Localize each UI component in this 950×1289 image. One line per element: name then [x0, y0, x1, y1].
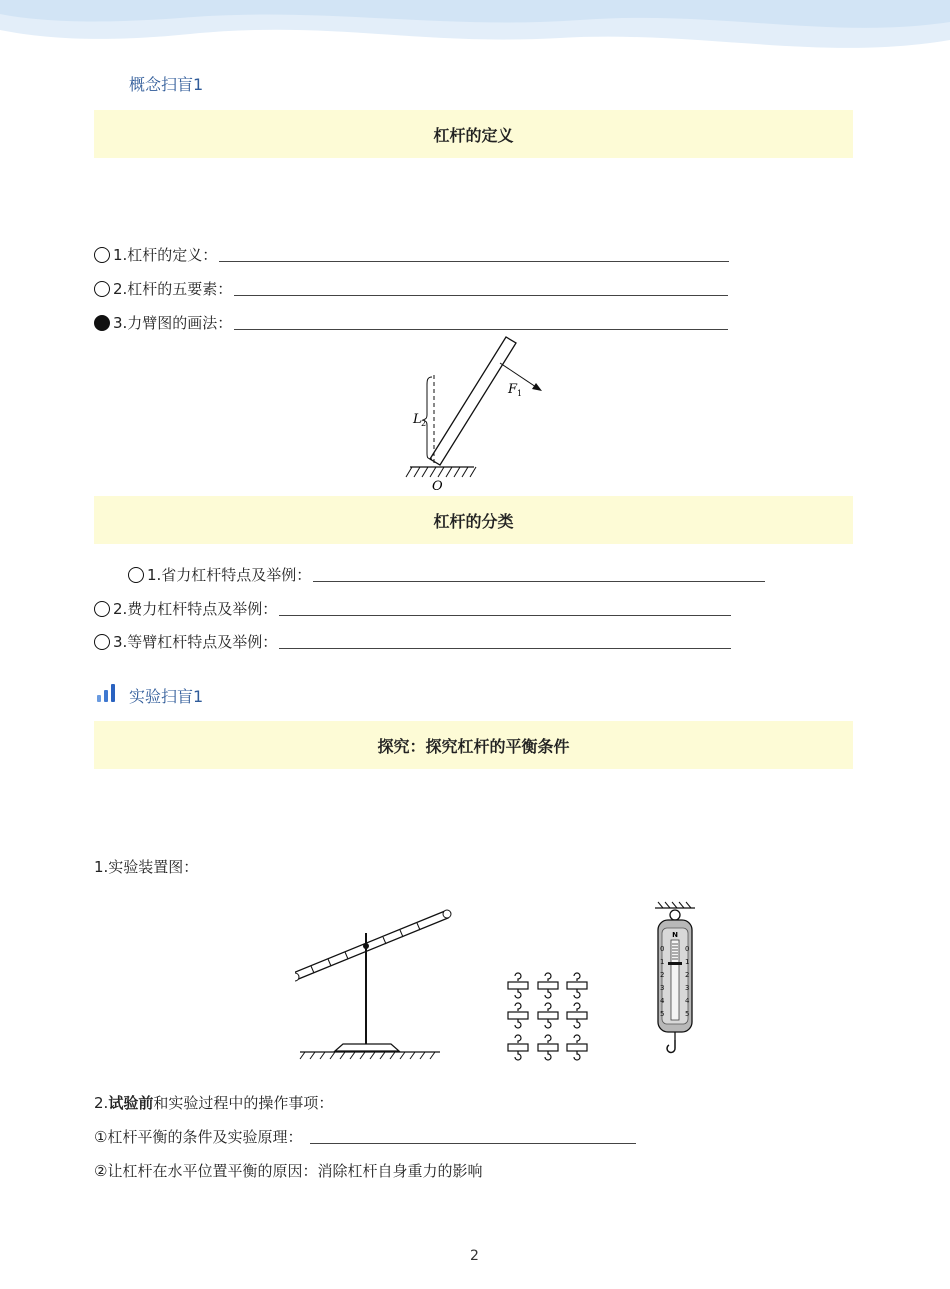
scale-mark-left-3: 3: [660, 984, 665, 992]
force-arrow-line: [500, 363, 536, 387]
operations-rest: 和实验过程中的操作事项：: [153, 1094, 334, 1112]
scale-unit: N: [672, 931, 678, 939]
classification-item-2: [94, 598, 731, 619]
setup-label: 1.实验装置图：: [94, 858, 199, 876]
arm-brace: [423, 377, 432, 459]
hook-weights-diagram: [505, 972, 593, 1064]
header-wave-decoration: [0, 0, 950, 70]
operations-bold: 试验前: [108, 1094, 154, 1112]
weight-column-1: [508, 973, 528, 1060]
pivot-label: O: [432, 479, 443, 494]
lever-stand-diagram: [295, 905, 455, 1063]
scale-mark-right-3: 3: [685, 984, 690, 992]
answer-blank: [279, 634, 731, 649]
scale-slot: [671, 940, 679, 1020]
definition-item-2: [94, 278, 728, 299]
classification-item-1: [128, 564, 765, 585]
answer-blank: [313, 567, 765, 582]
answer-blank: [234, 281, 728, 296]
scale-mark-left-2: 2: [660, 971, 665, 979]
classification-item-1-text: 1.省力杠杆特点及举例：: [147, 566, 312, 584]
empty-circle-icon: [94, 247, 110, 263]
empty-circle-icon: [94, 634, 110, 650]
scale-mark-left-1: 1: [660, 958, 665, 966]
force-arrowhead-icon: [532, 383, 542, 391]
experiment-title: 探究：探究杠杆的平衡条件: [377, 736, 570, 756]
empty-circle-icon: [128, 567, 144, 583]
spring-scale-diagram: [650, 900, 700, 1060]
answer-blank: [279, 601, 731, 616]
classification-title: 杠杆的分类: [433, 511, 514, 531]
classification-item-3: [94, 631, 731, 652]
lever-bar: [430, 337, 516, 465]
top-ring: [670, 910, 680, 920]
stand-base: [335, 1044, 399, 1051]
classification-item-2-text: 2.费力杠杆特点及举例：: [113, 600, 278, 618]
answer-blank: [234, 315, 728, 330]
empty-circle-icon: [94, 281, 110, 297]
definition-item-2-text: 2.杠杆的五要素：: [113, 280, 233, 298]
definition-title: 杠杆的定义: [433, 125, 514, 145]
page-number: 2: [470, 1248, 479, 1264]
scale-mark-right-1: 1: [685, 958, 690, 966]
scale-mark-left-4: 4: [660, 997, 665, 1005]
concept-section-label: 概念扫盲1: [129, 75, 204, 94]
definition-item-3-text: 3.力臂图的画法：: [113, 314, 233, 332]
classification-item-3-text: 3.等臂杠杆特点及举例：: [113, 633, 278, 651]
ground-hatch: [406, 467, 476, 477]
ceiling-hatch: [658, 902, 691, 908]
operations-prefix: 2.: [94, 1094, 109, 1112]
definition-item-1: [94, 244, 729, 265]
arm-label: L: [413, 412, 422, 427]
force-subscript: 1: [517, 389, 523, 398]
scale-mark-left-5: 5: [660, 1010, 665, 1018]
arm-subscript: 2: [421, 419, 427, 428]
scale-mark-left-0: 0: [660, 945, 665, 953]
operation-item-2: ②让杠杆在水平位置平衡的原因：消除杠杆自身重力的影响: [94, 1162, 483, 1180]
scale-pointer: [668, 962, 682, 965]
operations-heading: [94, 1092, 333, 1113]
scale-mark-right-2: 2: [685, 971, 690, 979]
experiment-section-label: 实验扫盲1: [129, 687, 204, 706]
bottom-hook-icon: [667, 1040, 675, 1052]
scale-mark-right-0: 0: [685, 945, 690, 953]
answer-blank: [310, 1129, 636, 1144]
classification-banner: [94, 496, 853, 544]
definition-item-1-text: 1.杠杆的定义：: [113, 246, 218, 264]
operation-item-1: [94, 1126, 636, 1147]
weight-column-2: [538, 973, 558, 1060]
force-label: F: [508, 382, 518, 397]
table-hatch: [300, 1052, 435, 1059]
definition-item-3: [94, 312, 728, 333]
definition-banner: [94, 110, 853, 158]
operation-item-1-text: ①杠杆平衡的条件及实验原理：: [94, 1128, 303, 1146]
lever-arm-diagram: [400, 335, 550, 495]
tilted-lever: [295, 910, 451, 981]
answer-blank: [219, 247, 729, 262]
scale-mark-right-4: 4: [685, 997, 690, 1005]
weight-column-3: [567, 973, 587, 1060]
filled-circle-icon: [94, 315, 110, 331]
experiment-banner: [94, 721, 853, 769]
empty-circle-icon: [94, 601, 110, 617]
bar-chart-icon: [96, 683, 118, 703]
scale-mark-right-5: 5: [685, 1010, 690, 1018]
